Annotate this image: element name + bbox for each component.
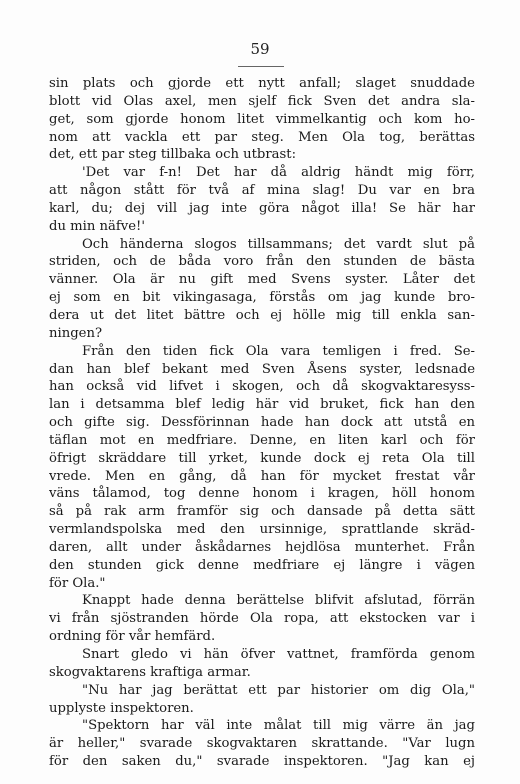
text-line: ej som en bit vikingasaga, förstås om jag kunde bro-	[49, 290, 475, 306]
text-line: öfrigt skräddare till yrket, kunde dock ej reta Ola till	[49, 450, 475, 466]
text-line: det, ett par steg tillbaka och utbrast:	[49, 147, 297, 163]
text-line: "Spektorn har väl inte målat till mig värre än jag	[82, 718, 475, 734]
text-line: så på rak arm framför sig och dansade på detta sätt	[49, 504, 475, 520]
text-line: daren, allt under åskådarnes hejdlösa munterhet. Från	[49, 539, 475, 555]
text-line: vänner. Ola är nu gift med Svens syster. Låter det	[49, 272, 475, 288]
text-line: karl, du; dej vill jag inte göra något illa! Se här har	[49, 200, 475, 216]
text-line: han också vid lifvet i skogen, och då skogvaktaresyss-	[49, 379, 475, 395]
text-line: Från den tiden fick Ola vara temligen i fred. Se-	[82, 343, 475, 359]
text-line: att någon stått för två af mina slag! Du var en bra	[49, 183, 475, 199]
text-line: för den saken du," svarade inspektoren. "Jag kan ej	[49, 754, 475, 770]
text-line: lan i detsamma blef ledig här vid bruket, fick han den	[49, 397, 475, 413]
text-line: Knappt hade denna berättelse blifvit afslutad, förrän	[82, 593, 475, 609]
text-line: vi från sjöstranden hörde Ola ropa, att ekstocken var i	[49, 611, 475, 627]
body-text	[49, 75, 475, 771]
text-line: vermlandspolska med den ursinnige, sprattlande skräd-	[49, 522, 475, 538]
text-line: "Nu har jag berättat ett par historier om dig Ola,"	[82, 682, 475, 698]
text-line: är heller," svarade skogvaktaren skrattande. "Var lugn	[49, 736, 475, 752]
text-line: du min näfve!'	[49, 218, 145, 234]
text-line: skogvaktarens kraftiga armar.	[49, 664, 251, 680]
text-line: upplyste inspektoren.	[49, 700, 194, 716]
text-line: 'Det var f-n! Det har då aldrig händt mig förr,	[82, 165, 475, 181]
text-line: den stunden gick denne medfriare ej längre i vägen	[49, 557, 475, 573]
text-line: dera ut det litet bättre och ej hölle mig till enkla san-	[49, 307, 475, 323]
text-line: Snart gledo vi hän öfver vattnet, framförda genom	[82, 647, 475, 662]
text-line: dan han blef bekant med Sven Åsens syster, ledsnade	[49, 361, 475, 377]
text-line: sin plats och gjorde ett nytt anfall; slaget snuddade	[49, 76, 475, 91]
text-line: blott vid Olas axel, men sjelf fick Sven det andra sla-	[49, 93, 475, 109]
text-line: täflan mot en medfriare. Denne, en liten karl och för	[49, 432, 475, 448]
text-line: ordning för vår hemfärd.	[49, 629, 216, 645]
text-line: vrede. Men en gång, då han för mycket frestat vår	[49, 468, 475, 484]
text-line: och gifte sig. Dessförinnan hade han dock att utstå en	[49, 415, 475, 431]
text-line: striden, och de båda voro från den stunden de bästa	[49, 254, 475, 270]
text-line: väns tålamod, tog denne honom i kragen, höll honom	[49, 486, 475, 502]
page-number: 59	[250, 40, 270, 58]
text-line: Och händerna slogos tillsammans; det vardt slut på	[82, 236, 475, 252]
text-line: ningen?	[49, 325, 103, 341]
text-line: nom att vackla ett par steg. Men Ola tog, berättas	[49, 129, 475, 145]
header-rule	[238, 66, 284, 67]
text-line: get, som gjorde honom litet vimmelkantig och kom ho-	[49, 111, 475, 127]
text-line: för Ola."	[49, 575, 106, 591]
